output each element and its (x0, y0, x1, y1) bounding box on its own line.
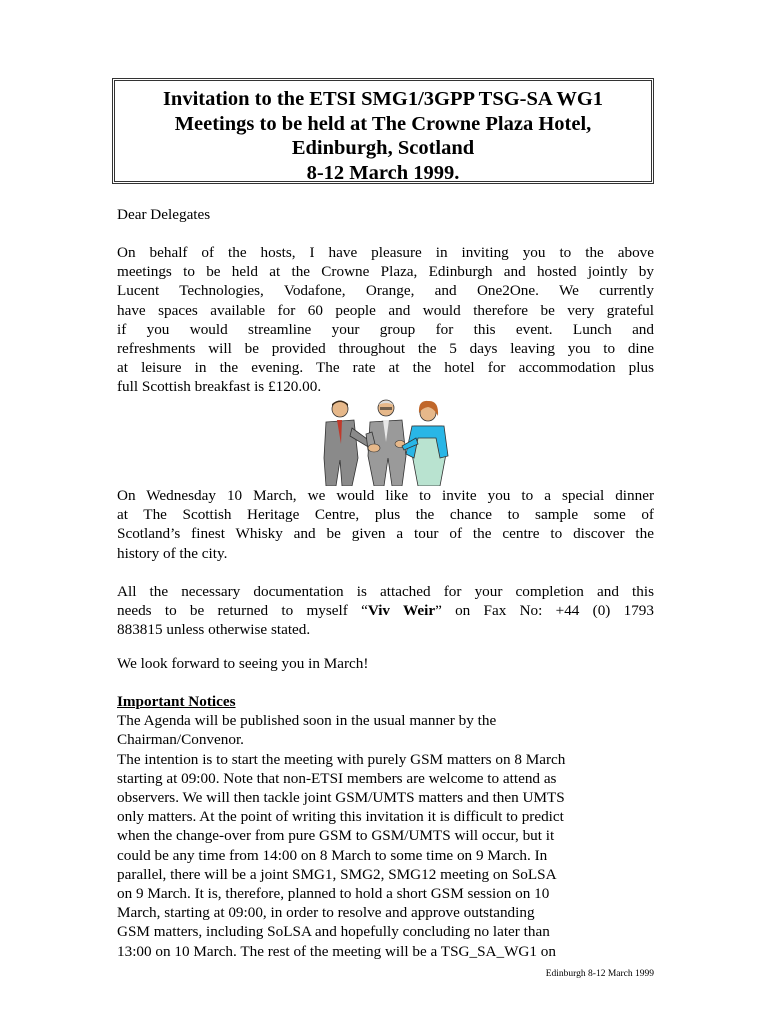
text-line: On Wednesday 10 March, we would like to invite you to a special dinner (117, 487, 654, 504)
salutation (117, 205, 654, 224)
text-segment: needs to be returned to myself “ (117, 602, 368, 620)
text-line: history of the city. (117, 544, 228, 562)
text-line: starting at 09:00. Note that non-ETSI members are welcome to attend as (117, 769, 557, 787)
text-line: March, starting at 09:00, in order to resolve and approve outstanding (117, 904, 535, 922)
text-line: All the necessary documentation is attached for your completion and this (117, 583, 654, 600)
text-line: at leisure in the evening. The rate at the hotel for accommodation plus (117, 359, 654, 377)
text-line: The Agenda will be published soon in the usual manner by the (117, 712, 497, 730)
title-line: Invitation to the ETSI SMG1/3GPP TSG-SA WG1 (162, 88, 604, 110)
notices-section (117, 692, 654, 961)
text-line: parallel, there will be a joint SMG1, SMG2, SMG12 meeting on SoLSA (117, 865, 557, 883)
salutation-text: Dear Delegates (117, 206, 211, 223)
paragraph-closing (117, 654, 654, 673)
text-line: On behalf of the hosts, I have pleasure in inviting you to the above (117, 244, 654, 261)
text-line: have spaces available for 60 people and would therefore be very grateful (117, 301, 654, 319)
text-line: 883815 unless otherwise stated. (117, 621, 311, 639)
notices-heading: Important Notices (117, 693, 236, 710)
text-line: if you would streamline your group for this event. Lunch and (117, 320, 654, 338)
title-line: Edinburgh, Scotland (291, 137, 475, 159)
text-line: when the change-over from pure GSM to GSM/UMTS will occur, but it (117, 827, 555, 845)
handshake-clipart-icon (318, 398, 450, 486)
text-line: observers. We will then tackle joint GSM/UMTS matters and then UMTS (117, 789, 565, 807)
text-line: refreshments will be provided throughout the 5 days leaving you to dine (117, 340, 654, 358)
text-line: The intention is to start the meeting with purely GSM matters on 8 March (117, 750, 566, 768)
text-line: on 9 March. It is, therefore, planned to hold a short GSM session on 10 (117, 885, 550, 903)
text-line: 13:00 on 10 March. The rest of the meeting will be a TSG_SA_WG1 on (117, 942, 556, 960)
text-line (117, 601, 654, 620)
text-line: only matters. At the point of writing this invitation it is difficult to predict (117, 808, 564, 826)
text-line: full Scottish breakfast is £120.00. (117, 378, 322, 396)
title-box (112, 78, 654, 184)
text-line: at The Scottish Heritage Centre, plus the chance to sample some of (117, 506, 654, 524)
text-line: Chairman/Convenor. (117, 731, 244, 749)
page-footer: Edinburgh 8-12 March 1999 (545, 969, 654, 979)
text-line: could be any time from 14:00 on 8 March to some time on 9 March. In (117, 846, 548, 864)
paragraph-documentation (117, 582, 654, 640)
title-line: Meetings to be held at The Crowne Plaza Hotel, (174, 112, 592, 135)
text-line: meetings to be held at the Crowne Plaza, Edinburgh and hosted jointly by (117, 263, 654, 281)
handshake-clipart-svg (318, 398, 450, 486)
closing-text: We look forward to seeing you in March! (117, 655, 369, 672)
text-line: Lucent Technologies, Vodafone, Orange, and One2One. We currently (117, 282, 654, 300)
paragraph-dinner (117, 486, 654, 563)
text-line: Scotland’s finest Whisky and be given a tour of the centre to discover the (117, 525, 654, 543)
title-line: 8-12 March 1999. (306, 161, 460, 184)
contact-name: Viv Weir (367, 602, 436, 620)
page-title (115, 87, 651, 185)
text-segment: ” on Fax No: +44 (0) 1793 (435, 602, 654, 620)
paragraph-hosts (117, 243, 654, 397)
text-line: GSM matters, including SoLSA and hopefully concluding no later than (117, 923, 550, 941)
